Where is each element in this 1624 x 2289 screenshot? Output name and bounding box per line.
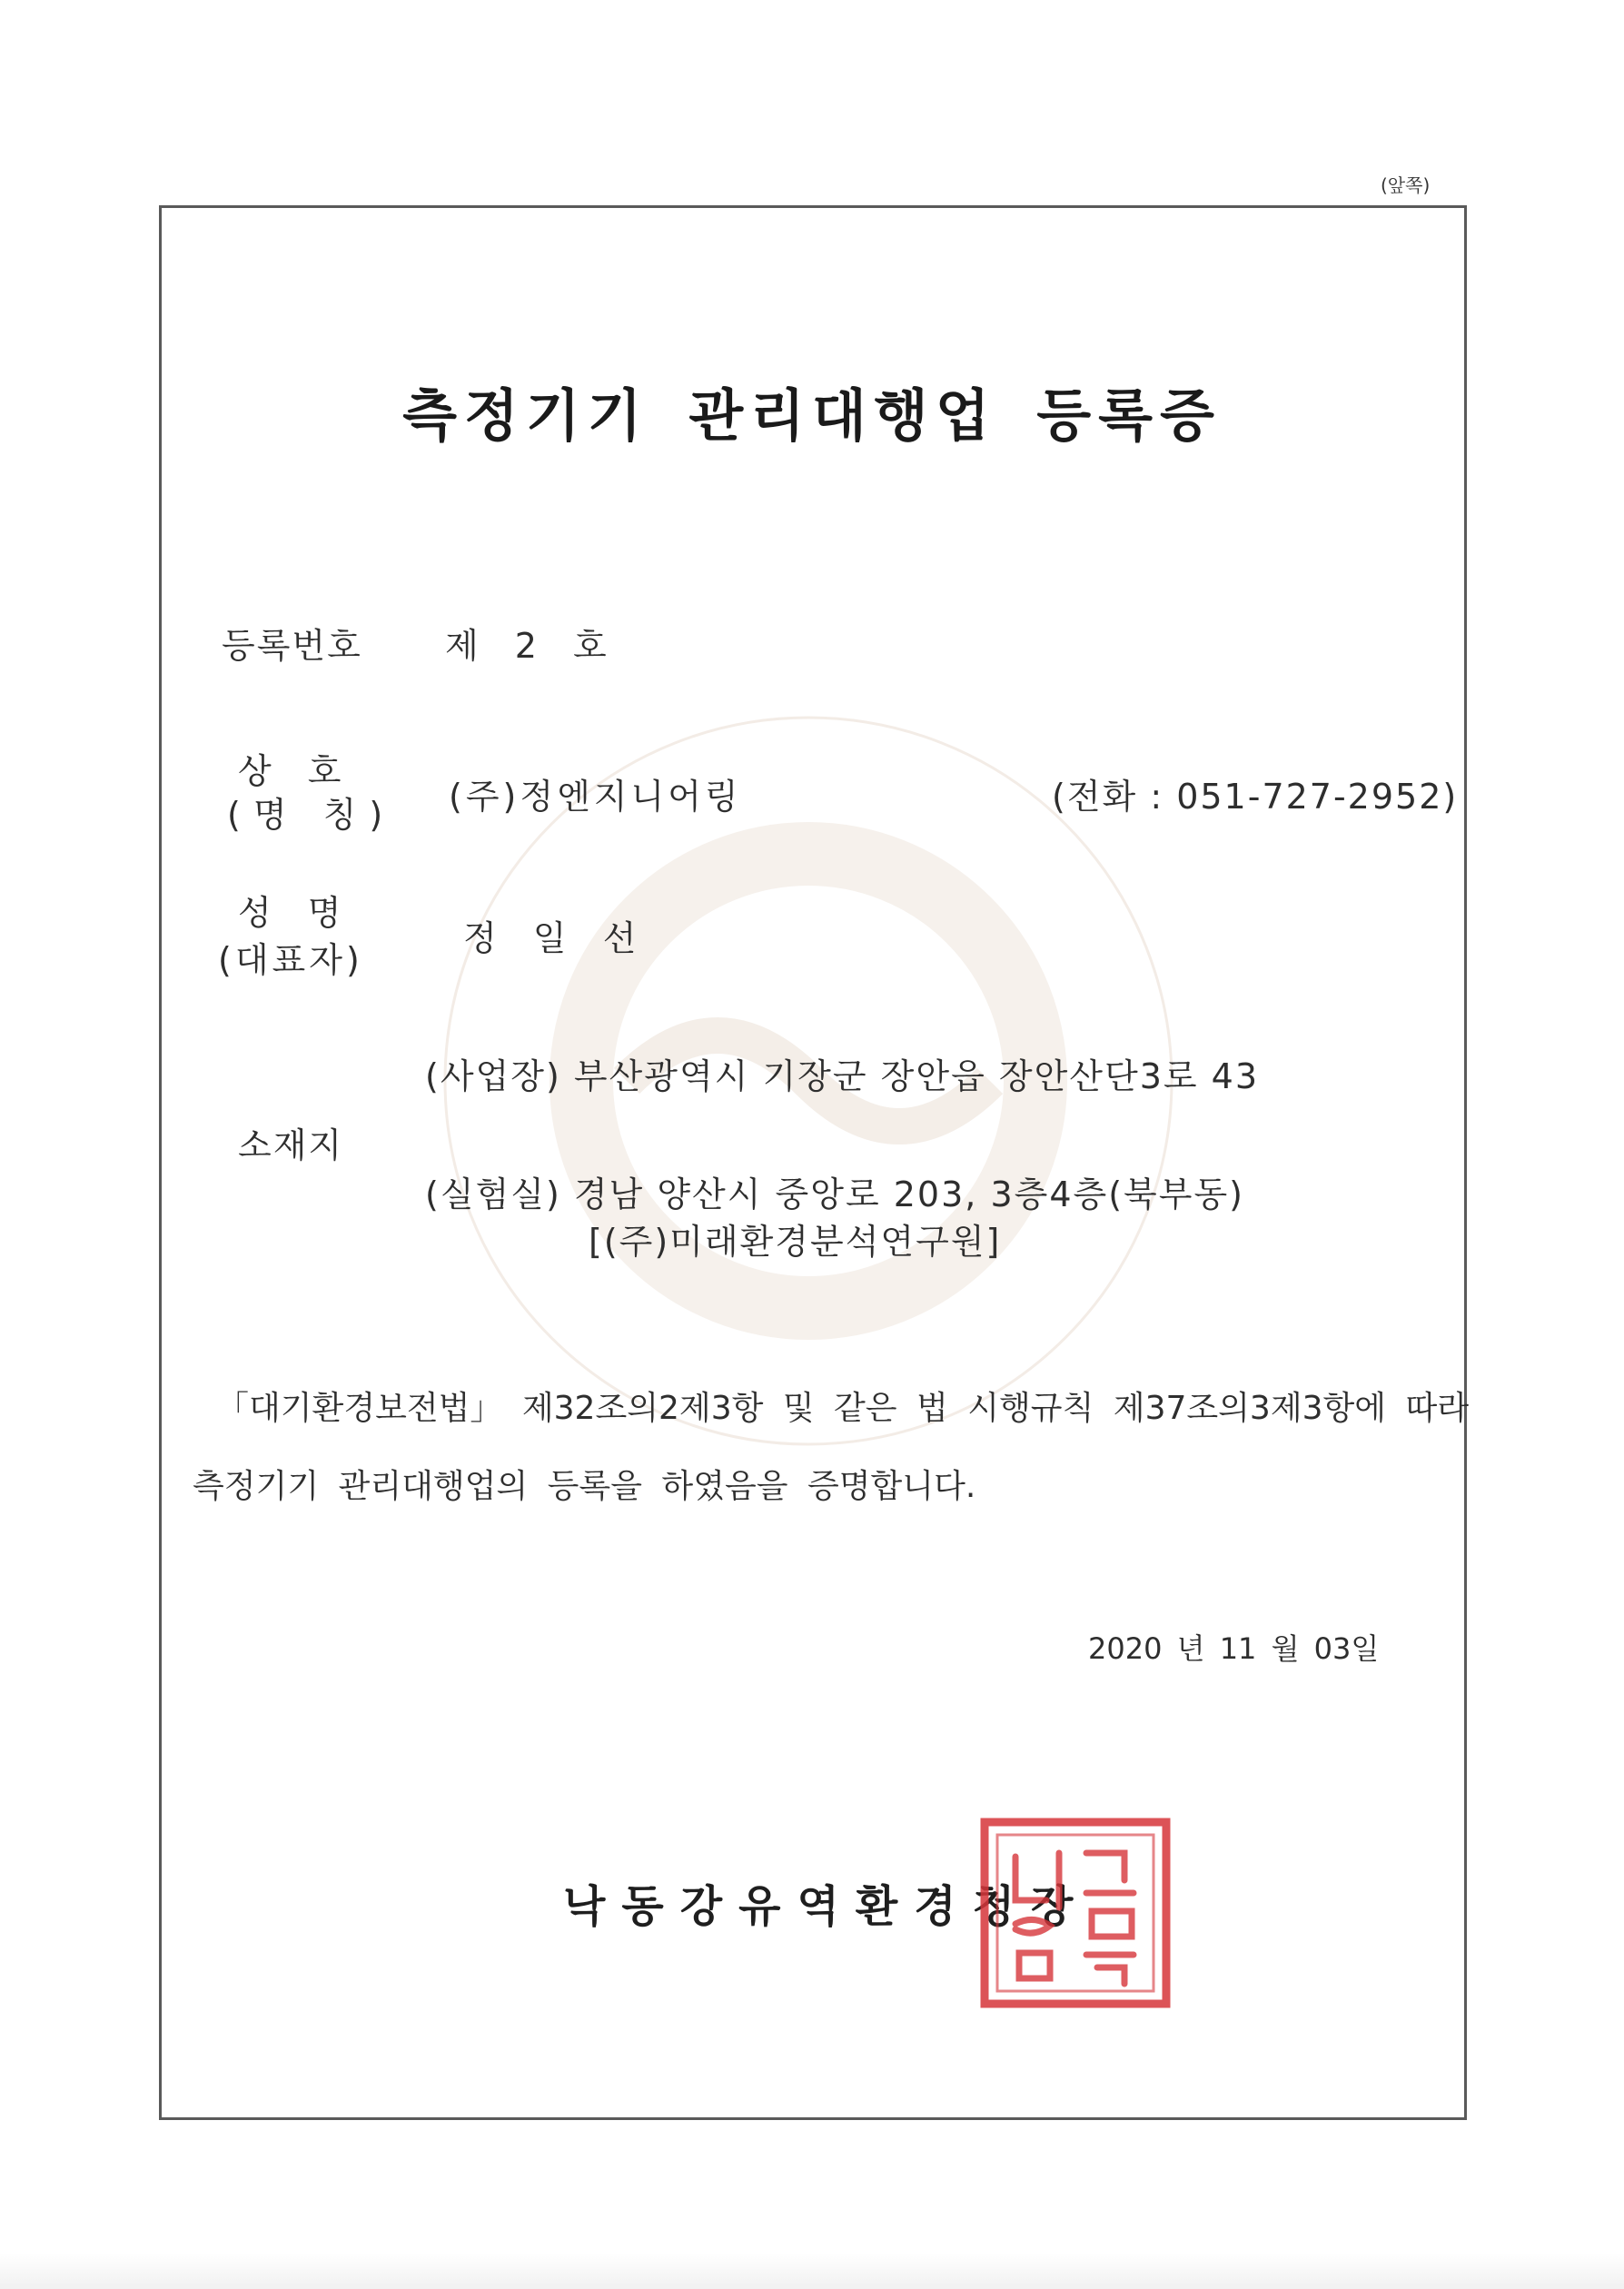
statement-line2: 측정기기 관리대행업의 등록을 하였음을 증명합니다. [193, 1468, 976, 1505]
company-phone: (전화 : 051-727-2952) [1052, 777, 1459, 817]
statement-line1: 「대기환경보전법」 제32조의2제3항 및 같은 법 시행규칙 제37조의3제3항에 따라 [216, 1390, 1470, 1427]
registration-label: 등록번호 [222, 626, 362, 666]
representative-label-line2: (대표자) [218, 940, 363, 980]
lab-name: [(주)미래환경분석연구원] [589, 1222, 1002, 1262]
page-side-label: (앞쪽) [1381, 174, 1431, 196]
issue-date: 2020 년 11 월 03일 [1088, 1631, 1380, 1666]
representative-name: 정 일 선 [463, 918, 649, 958]
company-label-line2: (명 칭) [227, 795, 396, 835]
company-label-line1: 상 호 [238, 751, 354, 791]
official-seal-stamp [979, 1817, 1172, 2009]
business-site-address: (사업장) 부산광역시 기장군 장안읍 장안산단3로 43 [425, 1056, 1260, 1096]
company-name: (주)정엔지니어링 [449, 777, 742, 817]
paper-edge-shadow [0, 2253, 1624, 2289]
issuer-name: 낙동강유역환경청장 [563, 1881, 1090, 1932]
lab-site-address: (실험실) 경남 양산시 중앙로 203, 3층4층(북부동) [425, 1174, 1244, 1214]
representative-label-line1: 성 명 [238, 893, 354, 933]
certificate-frame [159, 205, 1470, 2120]
registration-value: 제 2 호 [445, 626, 619, 666]
location-label: 소재지 [238, 1125, 344, 1165]
page-title: 측정기기 관리대행업 등록증 [402, 382, 1222, 449]
